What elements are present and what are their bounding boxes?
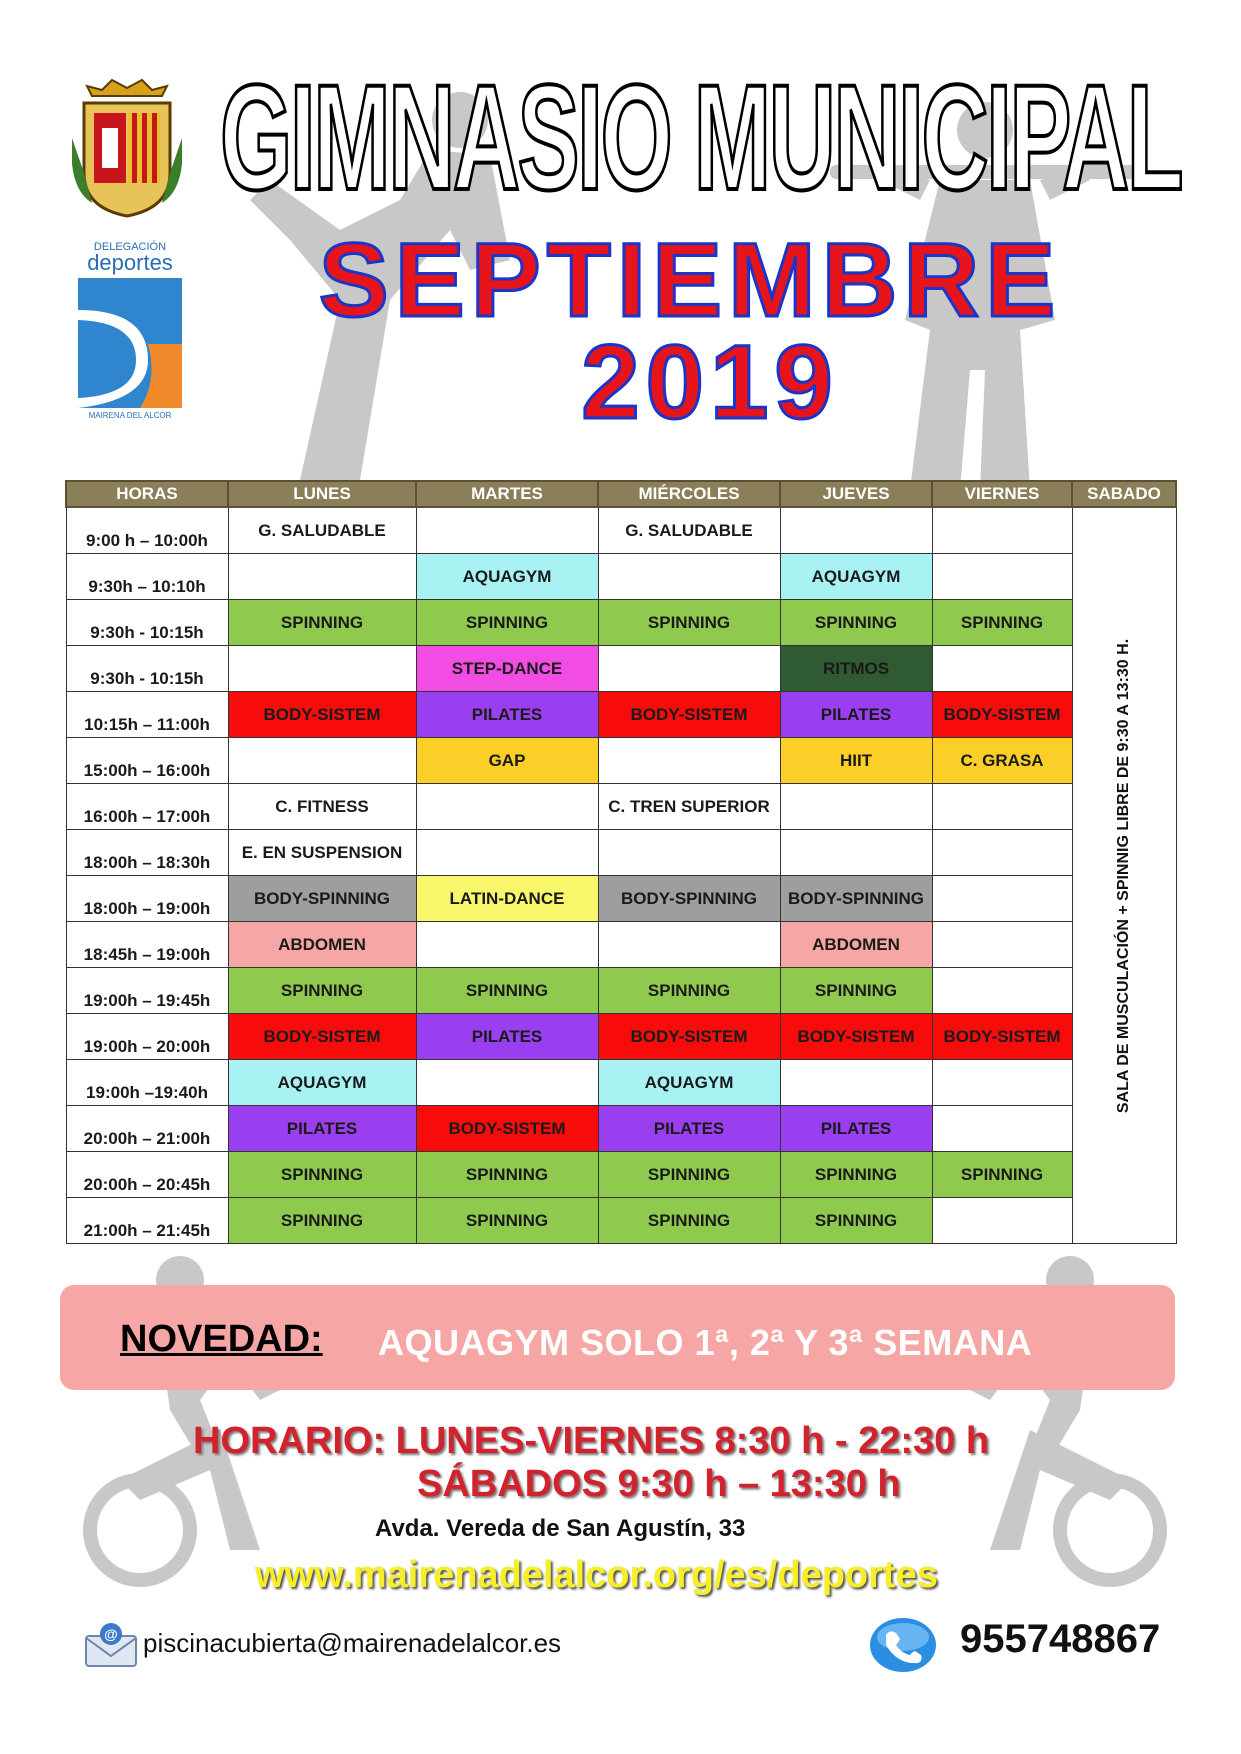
hour-cell: 9:30h - 10:15h — [66, 600, 228, 646]
class-cell: PILATES — [780, 1106, 932, 1152]
table-row — [66, 968, 1176, 1014]
class-cell — [780, 1060, 932, 1106]
class-cell — [932, 1060, 1072, 1106]
table-row — [66, 507, 1176, 554]
class-cell — [780, 507, 932, 554]
class-cell — [598, 554, 780, 600]
class-cell: SPINNING — [598, 1152, 780, 1198]
class-cell: G. SALUDABLE — [598, 507, 780, 554]
delegacion-deportes-logo — [78, 240, 182, 420]
class-cell: PILATES — [598, 1106, 780, 1152]
class-cell: SPINNING — [598, 1198, 780, 1244]
year-title: 2019 — [581, 324, 839, 441]
table-row — [66, 876, 1176, 922]
class-cell — [416, 830, 598, 876]
header-wednesday: MIÉRCOLES — [598, 481, 780, 507]
hour-cell: 15:00h – 16:00h — [66, 738, 228, 784]
class-cell: SPINNING — [416, 1152, 598, 1198]
class-cell — [932, 922, 1072, 968]
class-cell: SPINNING — [598, 968, 780, 1014]
hour-cell: 18:00h – 18:30h — [66, 830, 228, 876]
hour-cell: 9:30h - 10:15h — [66, 646, 228, 692]
hour-cell: 19:00h – 20:00h — [66, 1014, 228, 1060]
logo-deportes-text: deportes — [87, 250, 173, 275]
email-icon — [82, 1622, 140, 1670]
table-row — [66, 600, 1176, 646]
class-cell — [932, 968, 1072, 1014]
class-cell — [598, 830, 780, 876]
hour-cell: 18:45h – 19:00h — [66, 922, 228, 968]
class-cell: AQUAGYM — [416, 554, 598, 600]
class-cell: PILATES — [228, 1106, 416, 1152]
table-row — [66, 1060, 1176, 1106]
class-cell — [780, 830, 932, 876]
class-cell: HIIT — [780, 738, 932, 784]
website-link[interactable]: www.mairenadelalcor.org/es/deportes — [255, 1554, 938, 1596]
table-row — [66, 692, 1176, 738]
class-cell — [932, 830, 1072, 876]
class-cell: AQUAGYM — [780, 554, 932, 600]
class-cell: SPINNING — [228, 968, 416, 1014]
hour-cell: 18:00h – 19:00h — [66, 876, 228, 922]
class-cell: BODY-SISTEM — [598, 692, 780, 738]
class-cell — [228, 554, 416, 600]
hour-cell: 9:30h – 10:10h — [66, 554, 228, 600]
class-cell: C. FITNESS — [228, 784, 416, 830]
class-cell — [932, 646, 1072, 692]
class-cell: C. TREN SUPERIOR — [598, 784, 780, 830]
class-cell: GAP — [416, 738, 598, 784]
class-cell: SPINNING — [228, 1152, 416, 1198]
class-cell: BODY-SISTEM — [780, 1014, 932, 1060]
class-cell — [932, 507, 1072, 554]
header-thursday: JUEVES — [780, 481, 932, 507]
email-address[interactable]: piscinacubierta@mairenadelalcor.es — [143, 1628, 562, 1658]
class-cell — [932, 1106, 1072, 1152]
hour-cell: 9:00 h – 10:00h — [66, 507, 228, 554]
class-cell — [932, 784, 1072, 830]
class-cell: BODY-SPINNING — [598, 876, 780, 922]
header-hours: HORAS — [66, 481, 228, 507]
opening-hours-weekdays: HORARIO: LUNES-VIERNES 8:30 h - 22:30 h — [193, 1420, 990, 1462]
novedad-text: AQUAGYM SOLO 1ª, 2ª Y 3ª SEMANA — [378, 1322, 1033, 1363]
table-row — [66, 1198, 1176, 1244]
class-cell: RITMOS — [780, 646, 932, 692]
class-cell: STEP-DANCE — [416, 646, 598, 692]
class-cell: LATIN-DANCE — [416, 876, 598, 922]
class-cell: PILATES — [780, 692, 932, 738]
class-cell — [416, 507, 598, 554]
class-cell — [932, 876, 1072, 922]
class-cell: SPINNING — [598, 600, 780, 646]
table-row — [66, 738, 1176, 784]
logo-mairena-text: MAIRENA DEL ALCOR — [88, 411, 172, 420]
header-monday: LUNES — [228, 481, 416, 507]
month-title: SEPTIEMBRE — [318, 222, 1062, 339]
class-cell: BODY-SISTEM — [228, 1014, 416, 1060]
class-cell: BODY-SISTEM — [932, 1014, 1072, 1060]
class-cell: SPINNING — [780, 1198, 932, 1244]
saturday-note: SALA DE MUSCULACIÓN + SPINNIG LIBRE DE 9:30 A 13:30 H. — [1115, 638, 1132, 1113]
class-cell: SPINNING — [932, 600, 1072, 646]
class-cell: SPINNING — [932, 1152, 1072, 1198]
class-cell: PILATES — [416, 692, 598, 738]
table-row — [66, 1014, 1176, 1060]
class-cell: BODY-SISTEM — [932, 692, 1072, 738]
class-cell: BODY-SPINNING — [228, 876, 416, 922]
class-cell: SPINNING — [780, 968, 932, 1014]
class-cell: SPINNING — [416, 1198, 598, 1244]
table-row — [66, 1152, 1176, 1198]
class-cell: SPINNING — [228, 1198, 416, 1244]
novedad-label: NOVEDAD: — [120, 1318, 323, 1360]
hour-cell: 21:00h – 21:45h — [66, 1198, 228, 1244]
class-cell — [598, 922, 780, 968]
table-row — [66, 1106, 1176, 1152]
municipal-crest-logo — [72, 78, 182, 218]
schedule-table — [65, 480, 1177, 1244]
class-cell: AQUAGYM — [228, 1060, 416, 1106]
class-cell: BODY-SISTEM — [416, 1106, 598, 1152]
saturday-cell — [1072, 507, 1176, 1244]
hour-cell: 20:00h – 20:45h — [66, 1152, 228, 1198]
class-cell — [228, 738, 416, 784]
class-cell: BODY-SPINNING — [780, 876, 932, 922]
table-row — [66, 830, 1176, 876]
phone-icon — [868, 1615, 938, 1675]
phone-number[interactable]: 955748867 — [960, 1617, 1161, 1661]
hour-cell: 10:15h – 11:00h — [66, 692, 228, 738]
class-cell: ABDOMEN — [228, 922, 416, 968]
class-cell — [416, 784, 598, 830]
schedule-header-row — [66, 481, 1176, 507]
class-cell: BODY-SISTEM — [228, 692, 416, 738]
header-saturday: SABADO — [1072, 481, 1176, 507]
table-row — [66, 922, 1176, 968]
class-cell — [932, 554, 1072, 600]
class-cell — [416, 922, 598, 968]
class-cell: SPINNING — [780, 1152, 932, 1198]
class-cell: ABDOMEN — [780, 922, 932, 968]
class-cell: E. EN SUSPENSION — [228, 830, 416, 876]
header-friday: VIERNES — [932, 481, 1072, 507]
class-cell: AQUAGYM — [598, 1060, 780, 1106]
class-cell — [780, 784, 932, 830]
class-cell: C. GRASA — [932, 738, 1072, 784]
hour-cell: 19:00h – 19:45h — [66, 968, 228, 1014]
table-row — [66, 554, 1176, 600]
class-cell: PILATES — [416, 1014, 598, 1060]
page-title: GIMNASIO MUNICIPAL — [220, 53, 1182, 221]
class-cell — [932, 1198, 1072, 1244]
header-tuesday: MARTES — [416, 481, 598, 507]
class-cell: G. SALUDABLE — [228, 507, 416, 554]
hour-cell: 19:00h –19:40h — [66, 1060, 228, 1106]
class-cell: BODY-SISTEM — [598, 1014, 780, 1060]
svg-text:@: @ — [104, 1626, 118, 1642]
hour-cell: 20:00h – 21:00h — [66, 1106, 228, 1152]
class-cell: SPINNING — [228, 600, 416, 646]
logo-delegacion-text: DELEGACIÓN — [93, 241, 167, 253]
class-cell: SPINNING — [780, 600, 932, 646]
class-cell — [598, 646, 780, 692]
opening-hours-saturday: SÁBADOS 9:30 h – 13:30 h — [417, 1463, 901, 1505]
class-cell — [598, 738, 780, 784]
class-cell — [228, 646, 416, 692]
class-cell: SPINNING — [416, 600, 598, 646]
table-row — [66, 784, 1176, 830]
address: Avda. Vereda de San Agustín, 33 — [375, 1515, 746, 1542]
hour-cell: 16:00h – 17:00h — [66, 784, 228, 830]
table-row — [66, 646, 1176, 692]
class-cell — [416, 1060, 598, 1106]
class-cell: SPINNING — [416, 968, 598, 1014]
